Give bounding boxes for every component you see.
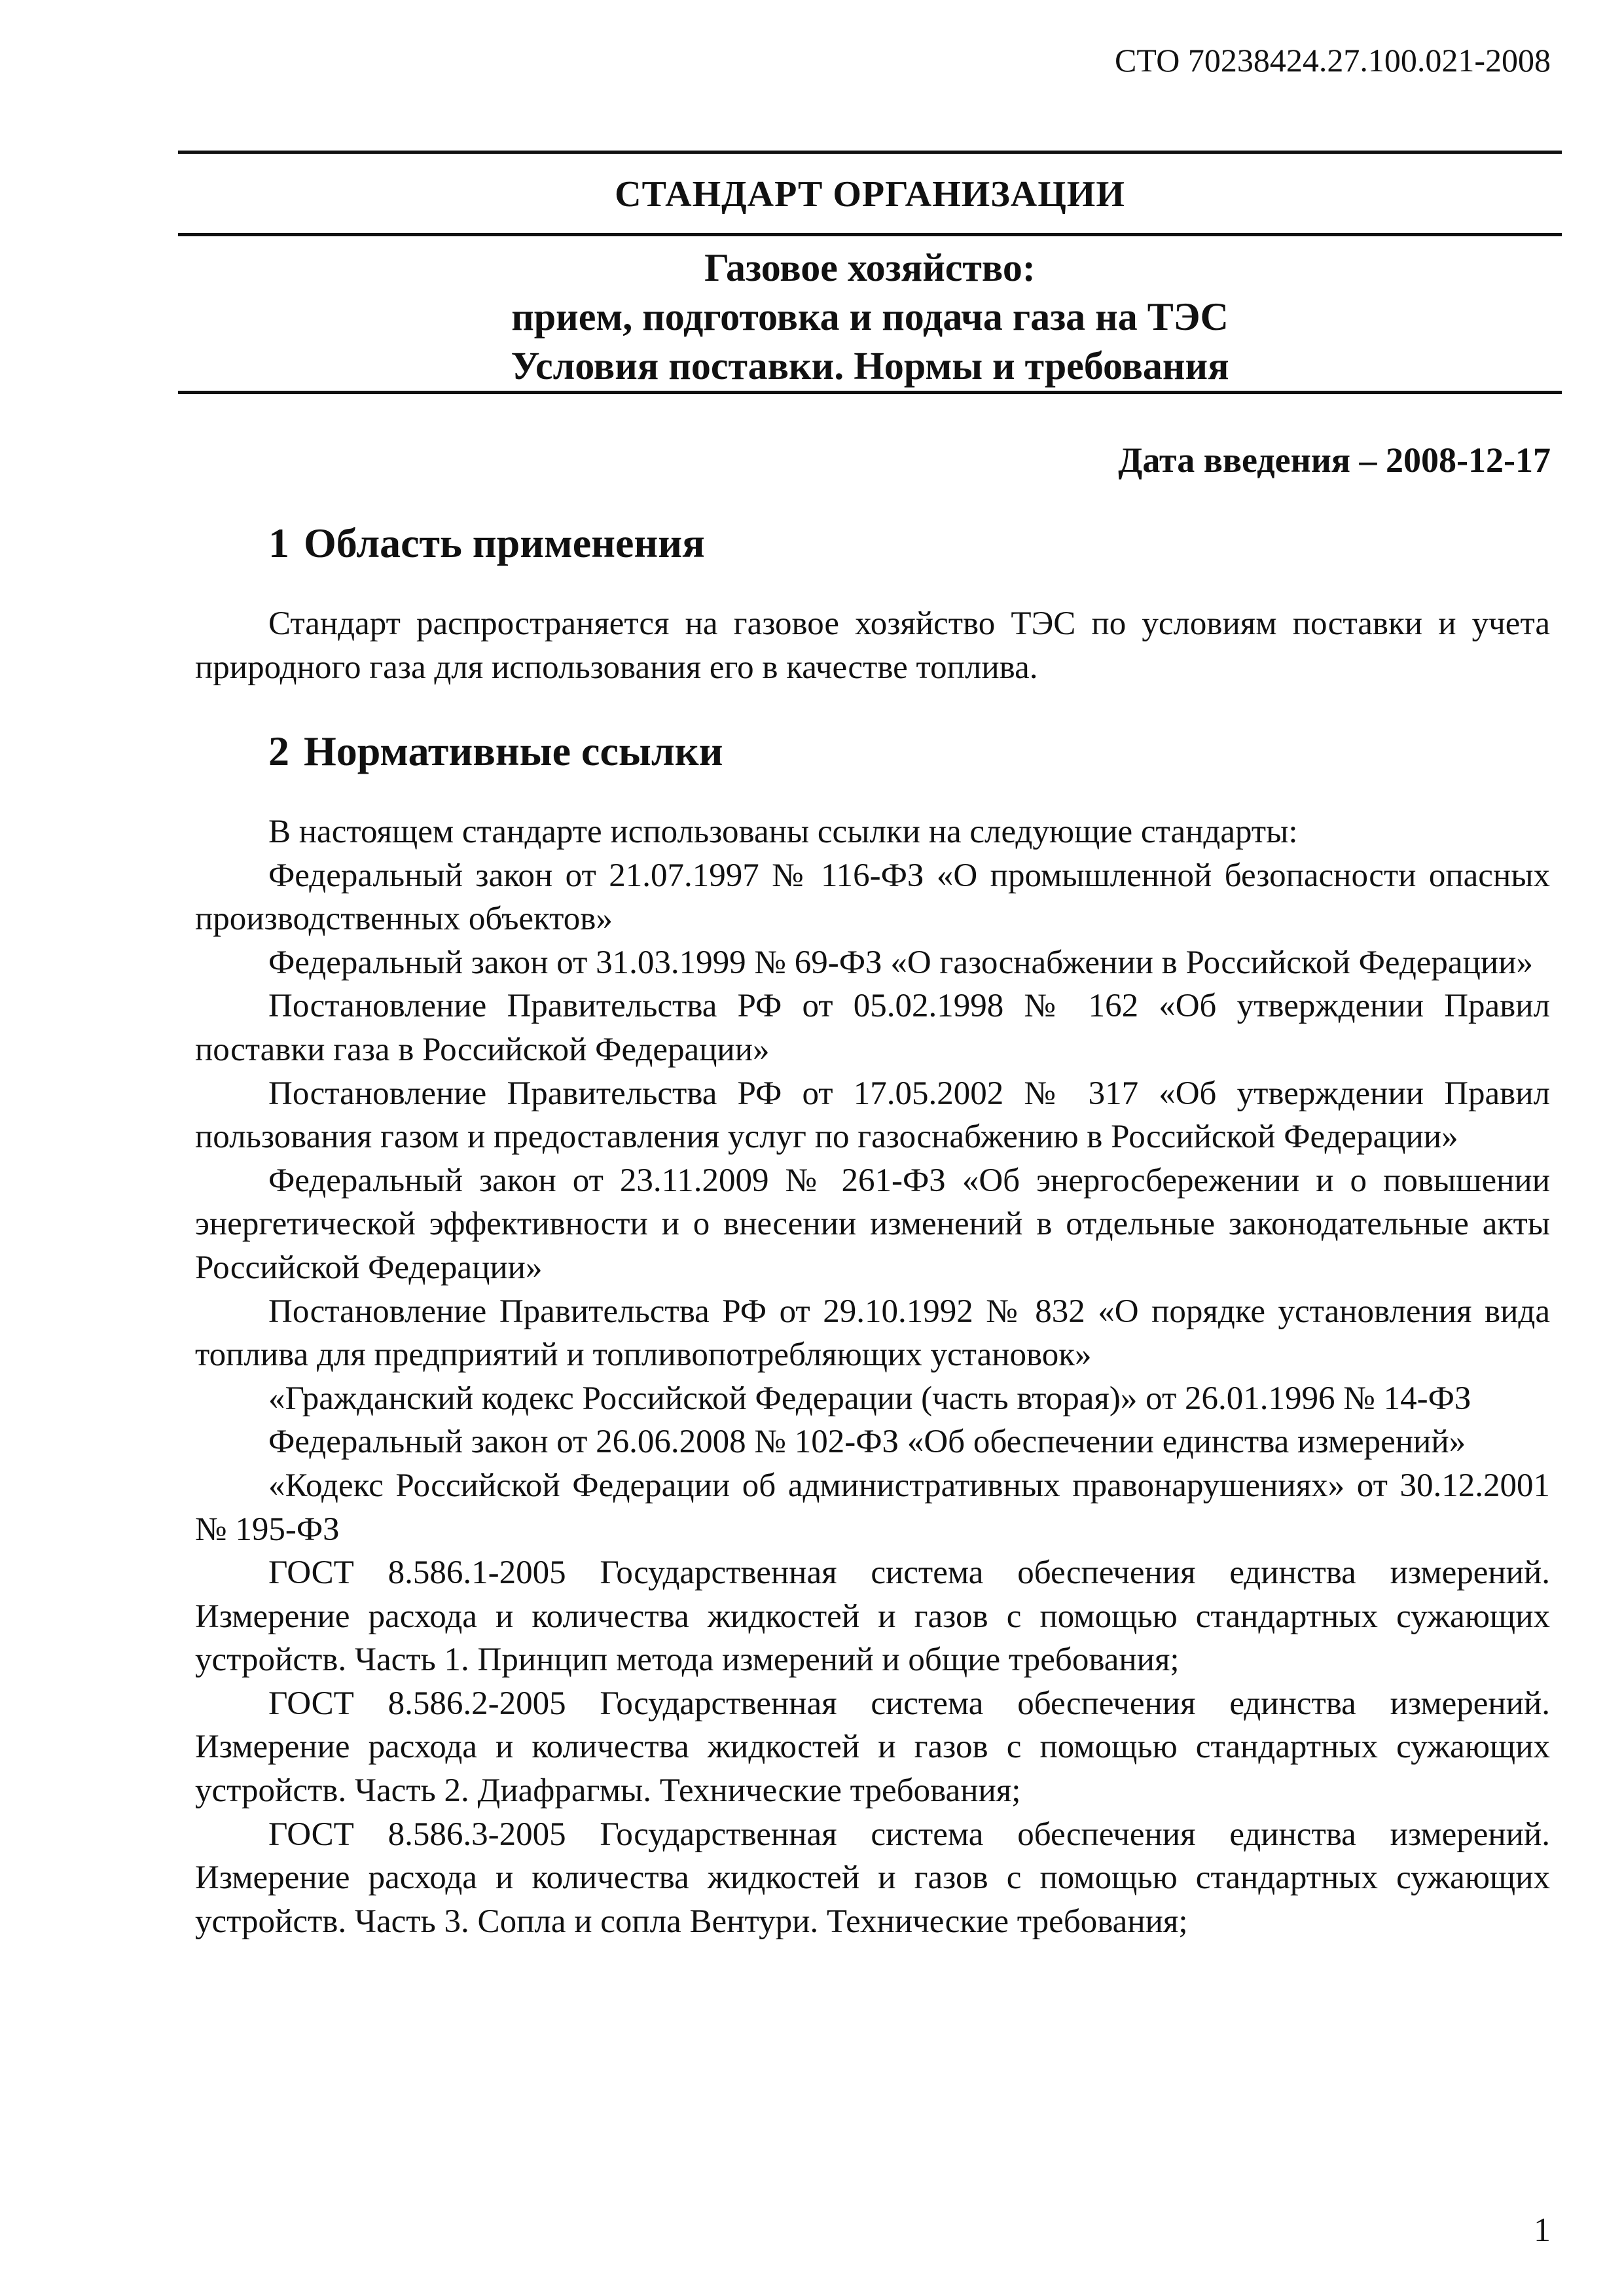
section-heading-normative-references	[268, 725, 723, 778]
reference-item: «Кодекс Российской Федерации об административных правонарушениях» от 30.12.2001 № 195-ФЗ	[195, 1467, 1550, 1548]
title-line-1: Газовое хозяйство:	[704, 246, 1036, 289]
paragraph: В настоящем стандарте использованы ссылки на следующие стандарты:	[268, 814, 1298, 850]
section-body-scope	[195, 602, 1550, 689]
reference-item: ГОСТ 8.586.2-2005 Государственная система обеспечения единства измерений. Измерение расхода и количества жидкостей и газов с помощью стандартных сужающих устройств. Часть 2. Диафрагмы. Технические требования;	[195, 1685, 1550, 1810]
section-body-normative-references	[195, 810, 1550, 1943]
paragraph: Стандарт распространяется на газовое хозяйство ТЭС по условиям поставки и учета природного газа для использования его в качестве топлива.	[195, 605, 1550, 686]
org-standard-label: СТАНДАРТ ОРГАНИЗАЦИИ	[615, 174, 1125, 215]
document-code: СТО 70238424.27.100.021-2008	[1115, 42, 1551, 79]
reference-item: Постановление Правительства РФ от 05.02.1998 № 162 «Об утверждении Правил поставки газа в Российской Федерации»	[195, 988, 1550, 1068]
reference-item: Федеральный закон от 21.07.1997 № 116-ФЗ «О промышленной безопасности опасных производственных объектов»	[195, 857, 1550, 938]
title-line-2: прием, подготовка и подача газа на ТЭС	[511, 295, 1229, 338]
reference-item: ГОСТ 8.586.3-2005 Государственная система обеспечения единства измерений. Измерение расхода и количества жидкостей и газов с помощью стандартных сужающих устройств. Часть 3. Сопла и сопла Вентури. Технические требования;	[195, 1816, 1550, 1940]
reference-item: Федеральный закон от 23.11.2009 № 261-ФЗ «Об энергосбережении и о повышении энергетической эффективности и о внесении изменений в отдельные законодательные акты Российской Федерации»	[195, 1162, 1550, 1286]
section-number: 1	[268, 520, 289, 566]
middle-rule	[178, 233, 1562, 236]
section-title: Область применения	[304, 520, 705, 566]
bottom-rule	[178, 391, 1562, 394]
top-rule	[178, 151, 1562, 154]
reference-item: Постановление Правительства РФ от 29.10.1992 № 832 «О порядке установления вида топлива для предприятий и топливопотребляющих установок»	[195, 1293, 1550, 1374]
section-number: 2	[268, 728, 289, 774]
title-line-3: Условия поставки. Нормы и требования	[511, 344, 1229, 387]
section-heading-scope	[268, 517, 705, 569]
reference-item: Федеральный закон от 26.06.2008 № 102-ФЗ «Об обеспечении единства измерений»	[268, 1424, 1466, 1461]
reference-item: Постановление Правительства РФ от 17.05.2002 № 317 «Об утверждении Правил пользования газом и предоставления услуг по газоснабжению в Российской Федерации»	[195, 1075, 1550, 1156]
reference-item: Федеральный закон от 31.03.1999 № 69-ФЗ «О газоснабжении в Российской Федерации»	[268, 944, 1533, 981]
document-title	[178, 243, 1562, 391]
introduction-date: Дата введения – 2008-12-17	[1118, 440, 1551, 480]
page-number: 1	[1534, 2212, 1551, 2249]
reference-item: ГОСТ 8.586.1-2005 Государственная система обеспечения единства измерений. Измерение расхода и количества жидкостей и газов с помощью стандартных сужающих устройств. Часть 1. Принцип метода измерений и общие требования;	[195, 1554, 1550, 1679]
reference-item: «Гражданский кодекс Российской Федерации (часть вторая)» от 26.01.1996 № 14-ФЗ	[268, 1380, 1471, 1417]
section-title: Нормативные ссылки	[304, 728, 723, 774]
